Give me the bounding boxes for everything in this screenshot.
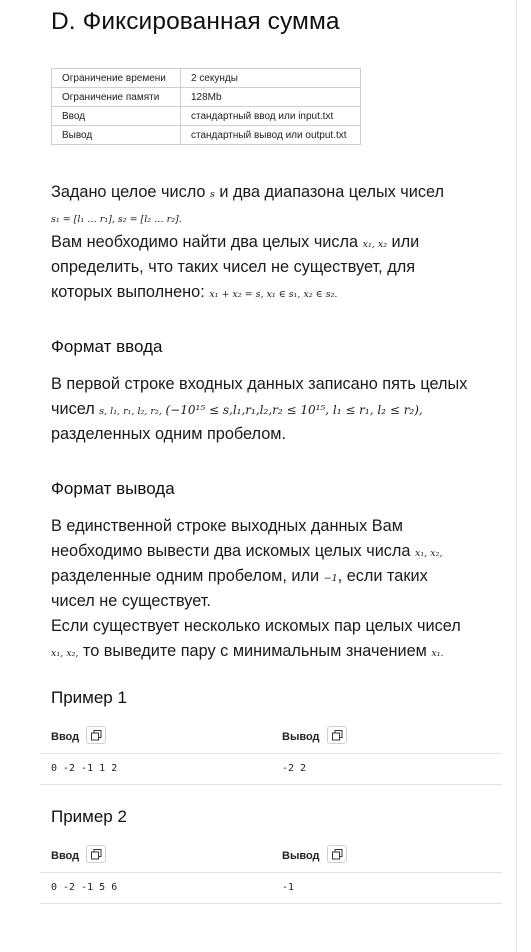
example-data-row: [40, 873, 502, 904]
limits-row: [52, 69, 361, 88]
example-data-row: [40, 754, 502, 785]
limits-row: [52, 126, 361, 145]
statement-line: [51, 230, 511, 255]
example-input-label: Ввод: [51, 850, 80, 862]
copy-input-button[interactable]: [86, 726, 106, 744]
statement-text: определить, что таких чисел не существует, для: [51, 258, 416, 276]
copy-icon: [91, 730, 102, 741]
example-2-table: [40, 842, 502, 904]
input-format-line: [51, 422, 511, 447]
output-format-line: [51, 564, 511, 589]
example-output-value: -2 2: [282, 763, 307, 774]
statement-line: [51, 280, 511, 305]
input-format-heading: Формат ввода: [51, 337, 163, 356]
statement-text: и два диапазона целых чисел: [214, 183, 445, 201]
example-input-label: Ввод: [51, 731, 80, 743]
math-variables: s, l₁, r₁, l₂, r₂,: [99, 406, 162, 417]
limit-value: 128Mb: [181, 88, 361, 107]
input-format-line: [51, 372, 511, 397]
statement-line: [51, 205, 511, 230]
output-format-sentence: чисел не существует.: [51, 592, 211, 610]
statement-text: Вам необходимо найти два целых числа: [51, 233, 363, 251]
example-header-row: [40, 723, 502, 754]
problem-title: D. Фиксированная сумма: [51, 8, 340, 35]
output-format-line: [51, 614, 511, 639]
math-x1-x2: x₁, x₂: [362, 239, 387, 250]
output-format-sentence: необходимо вывести два искомых целых числа: [51, 542, 416, 560]
example-output-label: Вывод: [282, 731, 320, 743]
math-x1: x₁.: [431, 648, 444, 659]
copy-input-button[interactable]: [86, 845, 106, 863]
limits-row: [52, 88, 361, 107]
example-1-heading: Пример 1: [51, 688, 127, 707]
example-input-value: 0 -2 -1 1 2: [51, 763, 118, 774]
statement: [51, 180, 511, 305]
math-s: s: [209, 189, 215, 200]
statement-line: [51, 180, 511, 205]
limit-key: Ввод: [52, 107, 181, 126]
math-condition: x₁ + x₂ = s, x₁ ∈ s₁, x₂ ∈ s₂.: [209, 289, 338, 300]
example-input-value: 0 -2 -1 5 6: [51, 882, 118, 893]
copy-icon: [332, 730, 343, 741]
example-output-label: Вывод: [282, 850, 320, 862]
limit-key: Ограничение времени: [52, 69, 181, 88]
copy-output-button[interactable]: [327, 845, 347, 863]
statement-text: которых выполнено:: [51, 283, 210, 301]
limits-row: [52, 107, 361, 126]
copy-output-button[interactable]: [327, 726, 347, 744]
example-output-value: -1: [282, 882, 295, 893]
limit-value: 2 секунды: [181, 69, 361, 88]
math-minus-one: −1: [323, 573, 338, 584]
limits-table: [51, 68, 361, 145]
input-format-line: [51, 397, 511, 422]
input-format-sentence: В первой строке входных данных записано пять целых: [51, 375, 468, 393]
input-format-sentence: чисел: [51, 400, 100, 418]
statement-text: Задано целое число: [51, 183, 210, 201]
limit-key: Ограничение памяти: [52, 88, 181, 107]
limit-value: стандартный ввод или input.txt: [181, 107, 361, 126]
input-format-sentence: разделенных одним пробелом.: [51, 425, 286, 443]
output-format-sentence: , если таких: [337, 567, 428, 585]
output-format-text: [51, 514, 511, 664]
copy-icon: [91, 849, 102, 860]
output-format-heading: Формат вывода: [51, 479, 175, 498]
page-border: [516, 0, 517, 952]
math-constraints: (−10¹⁵ ≤ s,l₁,r₁,l₂,r₂ ≤ 10¹⁵, l₁ ≤ r₁, l₂ ≤ r₂),: [161, 403, 423, 417]
output-format-line: [51, 514, 511, 539]
statement-text: или: [387, 233, 420, 251]
math-x1-x2: x₁, x₂,: [51, 648, 79, 659]
output-format-sentence: В единственной строке выходных данных Вам: [51, 517, 403, 535]
output-format-line: [51, 589, 511, 614]
output-format-line: [51, 539, 511, 564]
example-header-row: [40, 842, 502, 873]
math-x1-x2: x₁, x₂,: [415, 548, 443, 559]
example-2-heading: Пример 2: [51, 807, 127, 826]
copy-icon: [332, 849, 343, 860]
output-format-sentence: разделенные одним пробелом, или: [51, 567, 324, 585]
input-format-text: [51, 372, 511, 447]
limit-key: Вывод: [52, 126, 181, 145]
limit-value: стандартный вывод или output.txt: [181, 126, 361, 145]
output-format-sentence: Если существует несколько искомых пар целых чисел: [51, 617, 461, 635]
output-format-sentence: то выведите пару с минимальным значением: [78, 642, 432, 660]
statement-line: [51, 255, 511, 280]
example-1-table: [40, 723, 502, 785]
output-format-line: [51, 639, 511, 664]
math-ranges: s₁ = [l₁ … r₁], s₂ = [l₂ … r₂].: [51, 214, 182, 225]
